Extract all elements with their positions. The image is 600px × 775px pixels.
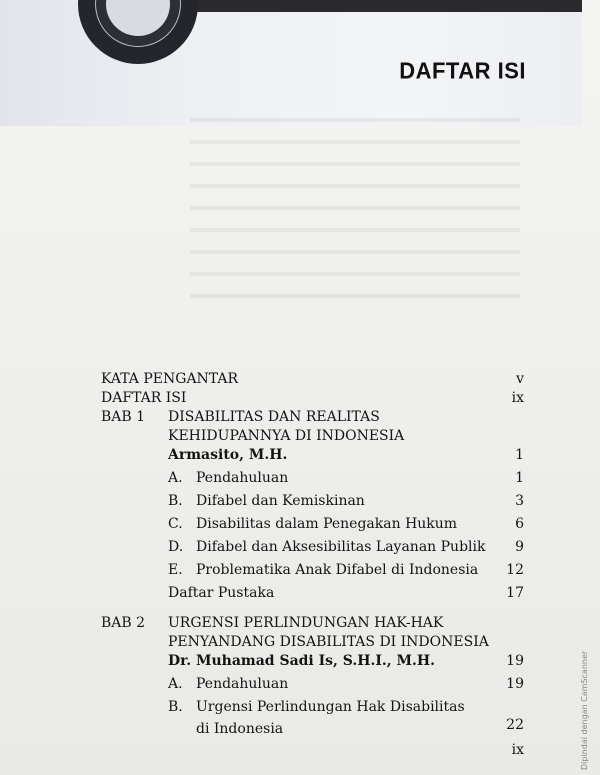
section-2a-page: 19 <box>506 676 524 692</box>
chapter-2-author: Dr. Muhamad Sadi Is, S.H.I., M.H. <box>168 653 436 669</box>
page-number: ix <box>511 742 524 758</box>
section-1a-page: 1 <box>515 470 524 486</box>
section-2b-label-line-1: Urgensi Perlindungan Hak Disabilitas <box>196 699 465 715</box>
chapter-2-label: BAB 2 <box>101 615 146 631</box>
chapter-2-title-line-2: PENYANDANG DISABILITAS DI INDONESIA <box>168 634 489 650</box>
chapter-1-title-line-2: KEHIDUPANNYA DI INDONESIA <box>168 428 405 444</box>
scanner-watermark: Dipindai dengan CamScanner <box>580 650 589 770</box>
chapter-2-title-line-1: URGENSI PERLINDUNGAN HAK-HAK <box>168 615 444 631</box>
chapter-1-title-line-1: DISABILITAS DAN REALITAS <box>168 409 380 425</box>
section-1e-letter: E. <box>168 562 183 578</box>
section-2b-label-line-2: di Indonesia <box>196 721 284 737</box>
chapter-1-bibliography: Daftar Pustaka <box>168 585 275 601</box>
section-2b-page: 22 <box>506 717 524 733</box>
section-1a-letter: A. <box>168 470 183 486</box>
chapter-1-author: Armasito, M.H. <box>168 447 288 463</box>
section-1e-label: Problematika Anak Difabel di Indonesia <box>196 562 479 578</box>
section-1b-letter: B. <box>168 493 183 509</box>
section-1d-page: 9 <box>515 539 524 555</box>
toc-entry-daftar-isi: DAFTAR ISI <box>101 390 187 406</box>
chapter-1-bibliography-page: 17 <box>506 585 524 601</box>
chapter-1-label: BAB 1 <box>101 409 146 425</box>
section-1b-page: 3 <box>515 493 524 509</box>
toc-page-kata-pengantar: v <box>516 371 524 387</box>
toc-entry-kata-pengantar: KATA PENGANTAR <box>101 371 239 387</box>
section-1d-label: Difabel dan Aksesibilitas Layanan Publik <box>196 539 486 555</box>
section-2b-letter: B. <box>168 699 183 715</box>
section-1c-letter: C. <box>168 516 183 532</box>
section-1a-label: Pendahuluan <box>196 470 289 486</box>
chapter-2-author-page: 19 <box>506 653 524 669</box>
section-1c-label: Disabilitas dalam Penegakan Hukum <box>196 516 458 532</box>
section-1e-page: 12 <box>506 562 524 578</box>
section-2a-label: Pendahuluan <box>196 676 289 692</box>
section-1b-label: Difabel dan Kemiskinan <box>196 493 365 509</box>
toc-page-daftar-isi: ix <box>511 390 524 406</box>
section-1d-letter: D. <box>168 539 184 555</box>
section-2a-letter: A. <box>168 676 183 692</box>
section-1c-page: 6 <box>515 516 524 532</box>
page-title: DAFTAR ISI <box>399 57 526 84</box>
chapter-1-author-page: 1 <box>515 447 524 463</box>
